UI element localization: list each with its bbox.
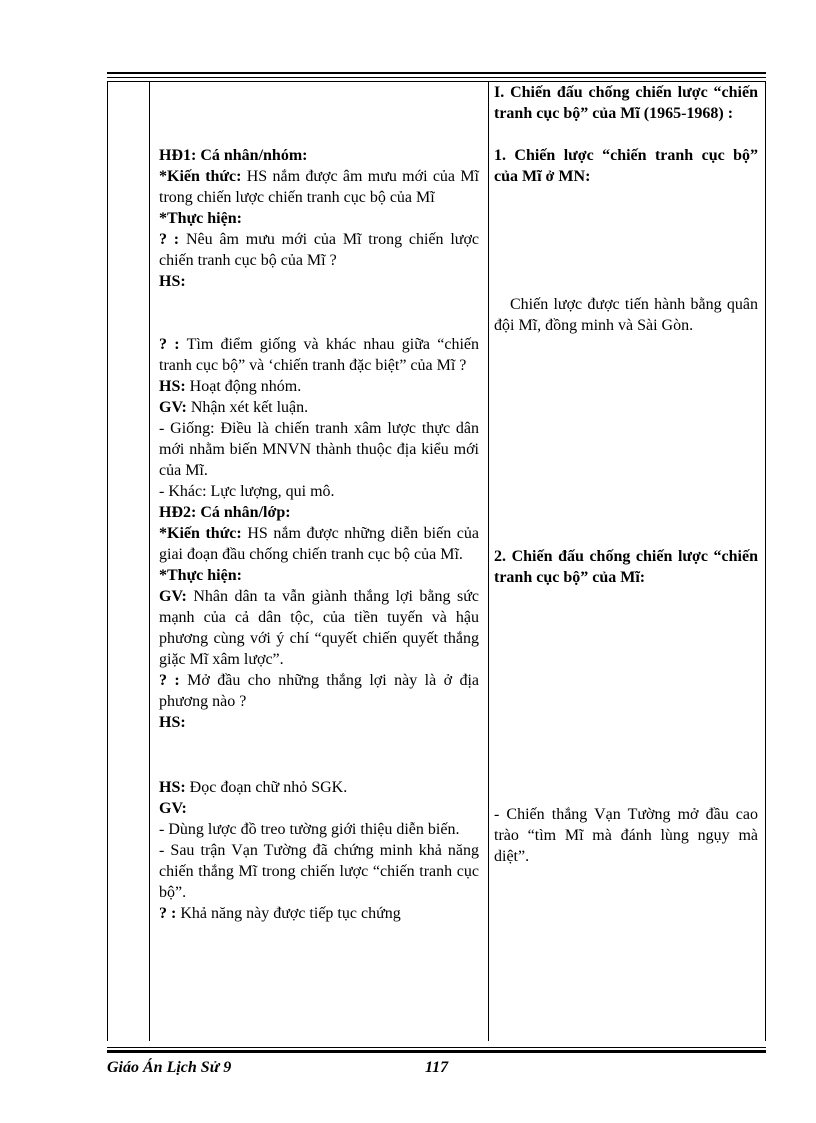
similarity-note: - Giống: Điều là chiến tranh xâm lược thực dân mới nhằm biến MNVN thành thuộc địa kiểu mới của Mĩ.	[159, 420, 479, 479]
question-3: ? : Mở đầu cho những thắng lợi này là ở địa phương nào ?	[159, 672, 480, 710]
section-heading-1: I. Chiến đấu chống chiến lược “chiến tranh cục bộ” của Mĩ (1965-1968) :	[494, 84, 758, 122]
difference-note: - Khác: Lực lượng, qui mô.	[159, 483, 335, 500]
table-col1-divider	[149, 81, 150, 1041]
activity1-knowledge: *Kiến thức: HS nắm được âm mưu mới của Mĩ trong chiến lược chiến tranh cục bộ của Mĩ	[159, 168, 479, 206]
teacher-statement: GV: Nhân dân ta vẫn giành thắng lợi bằng sức mạnh của cả dân tộc, của tiền tuyến và hậu phương cùng với ý chí “quyết chiến quyết thắng giặc Mĩ xâm lược”.	[159, 588, 479, 668]
table-right-border	[765, 81, 766, 1041]
strategy-content: Chiến lược được tiến hành bằng quân đội Mĩ, đồng minh và Sài Gòn.	[494, 296, 758, 334]
teacher-label: GV:	[159, 800, 187, 817]
question-1: ? : Nêu âm mưu mới của Mĩ trong chiến lược chiến tranh cục bộ của Mĩ ?	[159, 231, 480, 269]
table-col2-divider	[488, 81, 489, 1041]
activity1-implementation: *Thực hiện:	[159, 210, 242, 227]
header-rule-thick	[107, 72, 766, 74]
subsection-heading-1: 1. Chiến lược “chiến tranh cục bộ” của Mĩ ở MN:	[494, 147, 758, 185]
student-answer-2: HS:	[159, 714, 186, 731]
activity2-implementation: *Thực hiện:	[159, 567, 242, 584]
header-rule-thin	[107, 77, 766, 78]
footer-title: Giáo Án Lịch Sử 9	[107, 1059, 232, 1076]
teacher-conclusion: GV: Nhận xét kết luận.	[159, 399, 309, 416]
student-answer-1: HS:	[159, 273, 186, 290]
footer-rule-thin	[107, 1047, 766, 1048]
page-number: 117	[425, 1059, 449, 1076]
footer-rule-thick	[107, 1050, 766, 1053]
table-left-border	[107, 81, 108, 1041]
activity2-title: HĐ2: Cá nhân/lớp:	[159, 504, 291, 521]
question-2: ? : Tìm điểm giống và khác nhau giữa “chiến tranh cục bộ” và ‘chiến tranh đặc biệt” của Mĩ ?	[159, 336, 480, 374]
teacher-step-van-tuong: - Sau trận Vạn Tường đã chứng minh khả năng chiến thắng Mĩ trong chiến lược “chiến tranh cục bộ”.	[159, 842, 479, 901]
teacher-step-map: - Dùng lược đồ treo tường giới thiệu diễn biến.	[159, 821, 460, 838]
activity2-knowledge: *Kiến thức: HS nắm được những diễn biến của giai đoạn đầu chống chiến tranh cục bộ của Mĩ.	[159, 525, 479, 563]
van-tuong-victory-content: - Chiến thắng Vạn Tường mở đầu cao trào “tìm Mĩ mà đánh lùng ngụy mà diệt”.	[494, 806, 758, 865]
activities-column	[159, 145, 479, 924]
subsection-heading-2: 2. Chiến đấu chống chiến lược “chiến tranh cục bộ” của Mĩ:	[494, 548, 758, 586]
student-group-work: HS: Hoạt động nhóm.	[159, 378, 302, 395]
activity1-title: HĐ1: Cá nhân/nhóm:	[159, 147, 308, 164]
student-read-textbook: HS: Đọc đoạn chữ nhỏ SGK.	[159, 779, 348, 796]
question-4: ? : Khả năng này được tiếp tục chứng	[159, 905, 401, 922]
